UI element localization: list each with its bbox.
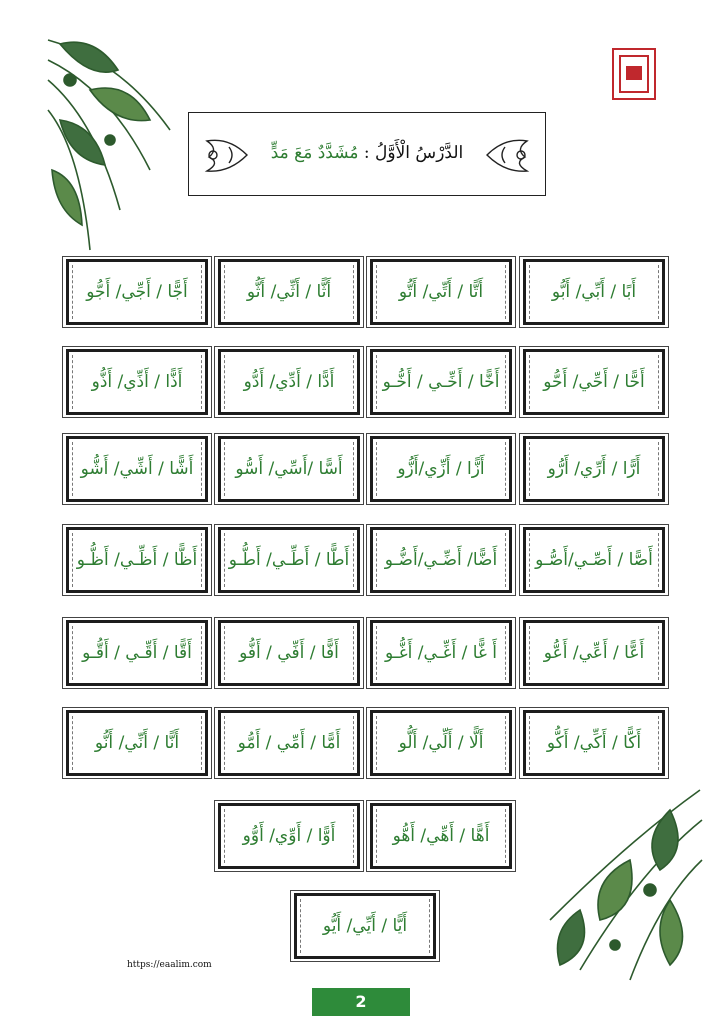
syllable-card — [66, 527, 208, 593]
syllable-card-text: أَمًّا / أَمِّي / أَمُّو — [237, 733, 341, 753]
syllable-card — [218, 803, 360, 869]
syllable-card — [218, 620, 360, 686]
syllable-card — [66, 349, 208, 415]
syllable-card-text: أَطًّا / أَطِّـي/ أَطُّـو — [228, 550, 350, 570]
syllable-card — [66, 436, 208, 502]
syllable-card — [66, 710, 208, 776]
syllable-card — [523, 527, 665, 593]
syllable-card — [523, 349, 665, 415]
syllable-card-text: أَتًّا / أَتِّي/ أَتُّو — [398, 282, 484, 302]
syllable-card-text: أَثًّا / أَثِّي/ أَثُّو — [246, 282, 332, 302]
syllable-card-text: أَسًّا /أَسِّي/ أَسُّو — [235, 459, 343, 479]
mandala-ornament-top-left — [0, 0, 180, 270]
syllable-card — [66, 259, 208, 325]
syllable-card-text: أَرًّا / أَرِّي/ أَرُّو — [547, 459, 641, 479]
syllable-card-text: أَلًّا / أَلِّي/ أَلُّو — [398, 733, 484, 753]
syllable-card-text: أَشًّا / أَشِّي/ أَشُّو — [80, 459, 194, 479]
syllable-card-text: أَعًّا / أَعِّي/ أَعُّو — [543, 643, 645, 663]
syllable-card — [370, 349, 512, 415]
syllable-card — [370, 710, 512, 776]
syllable-card-text: أَزًّا / أَزِّي/أَزُّو — [397, 459, 485, 479]
floral-flourish-left-icon — [199, 127, 251, 183]
brand-logo — [612, 48, 656, 100]
syllable-card — [218, 527, 360, 593]
syllable-card-text: أَضًّا/ أَضِّـي/أَضُّـو — [384, 550, 498, 570]
lesson-title-prefix: الدَّرْسُ الْأَوَّلُ : — [363, 143, 464, 163]
syllable-card-text: أَنًّا / أَنِّي/ أَنُّو — [94, 733, 180, 753]
syllable-card — [370, 436, 512, 502]
syllable-card — [218, 349, 360, 415]
syllable-card — [66, 620, 208, 686]
syllable-card-text: أَظًّا / أَظِّـي/ أَظُّـو — [76, 550, 198, 570]
syllable-card — [523, 259, 665, 325]
website-url: https://eaalim.com — [127, 960, 212, 970]
syllable-card-text: أَهًّا / أَهِّي/ أَهُّو — [392, 826, 490, 846]
lesson-title-highlight: مُشَدَّدٌ مَعَ مَدٍّ — [270, 143, 359, 163]
syllable-card — [294, 893, 436, 959]
syllable-card — [218, 436, 360, 502]
floral-flourish-right-icon — [483, 127, 535, 183]
syllable-card — [523, 710, 665, 776]
page-number-badge: 2 — [312, 988, 410, 1016]
syllable-card-text: أَقًّا / أَقِّـي / أَقُّـو — [82, 643, 192, 663]
syllable-card-text: أَخًّا / أَخِّـي / أَخُّـو — [382, 372, 500, 392]
syllable-card-text: أَيًّا / أَيِّي/ أَيُّو — [322, 916, 408, 936]
syllable-card-text: أَ غًّا / أَغِّـي/ أَغُّـو — [385, 643, 498, 663]
lesson-title — [249, 143, 485, 163]
syllable-card-text: أَدًّا / أَدِّي/ أَدُّو — [243, 372, 335, 392]
syllable-card-text: أَبًا / أَبِّي/ أَبُّو — [551, 282, 637, 302]
mandala-ornament-bottom-right — [520, 780, 724, 990]
syllable-card-text: أَجًّا / أَجِّي/ أَجُّو — [86, 282, 188, 302]
syllable-card-text: أَذًّا / أَذِّي/ أَذُّو — [91, 372, 183, 392]
syllable-card — [370, 259, 512, 325]
lesson-title-box — [188, 112, 546, 196]
syllable-card-text: أَوًّا / أَوِّي/ أَوُّو — [242, 826, 336, 846]
syllable-card-text: أَصًّا / أَصِّـي/أَصُّـو — [535, 550, 653, 570]
syllable-card-text: أَكًّا / أَكِّي/ أَكُّو — [546, 733, 642, 753]
syllable-card — [370, 527, 512, 593]
syllable-card — [218, 259, 360, 325]
syllable-card — [218, 710, 360, 776]
syllable-card-text: أَفًّا / أَفِّي / أَفُّو — [239, 643, 339, 663]
syllable-card — [523, 436, 665, 502]
syllable-card-text: أَحًّا / أَحِّي/ أَحُّو — [543, 372, 645, 392]
syllable-card — [370, 803, 512, 869]
syllable-card — [370, 620, 512, 686]
syllable-card — [523, 620, 665, 686]
